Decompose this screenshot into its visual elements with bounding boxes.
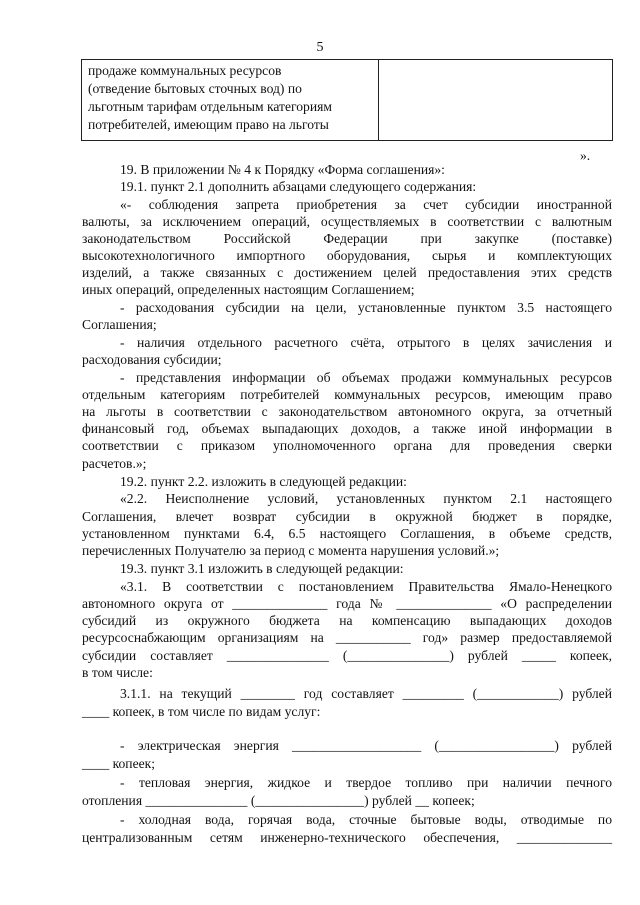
paragraph-line: Соглашения, влечет возврат субсидии в окружной бюджет в порядке, [82,509,612,524]
paragraph-line: ____ копеек; [82,756,156,771]
paragraph-line: расходования субсидии; [82,352,222,367]
paragraph-line: установленном пунктами 6.4, 6.5 настоящего Соглашения, в объеме средств, [82,526,612,541]
table-cell-line: (отведение бытовых сточных вод) по [88,81,302,96]
section-heading: 19. В приложении № 4 к Порядку «Форма соглашения»: [120,162,445,177]
paragraph-line: автономного округа от ______________ года № ______________ «О распределении [82,596,612,611]
paragraph-line: финансовый год, объемах выпадающих доходов, а также иной информации в [82,421,612,436]
paragraph-line: ресурсоснабжающим организациям на ___________ год» размер предоставляемой [82,630,612,645]
paragraph-line: отдельным категориям потребителей коммунальных ресурсов, имеющим право [82,387,612,402]
paragraph-line: централизованным сетям инженерно-технического обеспечения, ______________ [82,830,612,845]
paragraph-line: - холодная вода, горячая вода, сточные бытовые воды, отводимые по [120,812,612,827]
paragraph-line: расчетов.»; [82,456,147,471]
paragraph-line: - расходования субсидии на цели, установленные пунктом 3.5 настоящего [120,300,612,315]
paragraph-line: субсидии составляет _______________ (_______________) рублей _____ копеек, [82,648,612,663]
paragraph-line: «- соблюдения запрета приобретения за счет субсидии иностранной [120,197,612,212]
paragraph-line: ____ копеек, в том числе по видам услуг: [82,704,321,719]
table-cell-line: продаже коммунальных ресурсов [88,63,282,78]
paragraph-line: отопления _______________ (________________) рублей __ копеек; [82,793,475,808]
paragraph-line: в том числе: [82,665,153,680]
subsection-heading: 19.3. пункт 3.1 изложить в следующей редакции: [120,561,404,576]
table-row [82,60,613,141]
paragraph-line: 3.1.1. на текущий ________ год составляет _________ (____________) рублей [120,686,612,701]
paragraph-line: - наличия отдельного расчетного счёта, отрытого в целях зачисления и [120,335,612,350]
paragraph-line: - тепловая энергия, жидкое и твердое топливо при наличии печного [120,775,612,790]
paragraph-line: законодательством Российской Федерации при закупке (поставке) [82,231,612,246]
paragraph-line: субсидий из окружного бюджета на компенсацию выпадающих доходов [82,613,612,628]
subsection-heading: 19.2. пункт 2.2. изложить в следующей редакции: [120,474,407,489]
paragraph-line: перечисленных Получателю за период с момента нарушения условий.»; [82,543,500,558]
paragraph-line: Соглашения; [82,317,157,332]
page-number: 5 [316,40,324,55]
paragraph-line: валюты, за исключением операций, осуществляемых в соответствии с валютным [82,214,612,229]
table-cell-line: потребителей, имеющим право на льготы [88,117,329,132]
paragraph-line: высокотехнологичного импортного оборудования, сырья и комплектующих [82,248,612,263]
paragraph-line: «2.2. Неисполнение условий, установленных пунктом 2.1 настоящего [120,491,612,506]
table-cell-empty [379,60,613,141]
paragraph-line: на льготы в соответствии с законодательством автономного округа, за отчетный [82,404,612,419]
paragraph-line: изделий, а также связанных с достижением целей предоставления этих средств [82,265,612,280]
paragraph-line: соответствии с приказом уполномоченного органа для проведения сверки [82,438,612,453]
table-cell-description [82,60,379,141]
paragraph-line: - представления информации об объемах продажи коммунальных ресурсов [120,370,612,385]
subsection-heading: 19.1. пункт 2.1 дополнить абзацами следующего содержания: [120,179,477,194]
table-cell-line: льготным тарифам отдельным категориям [88,99,332,114]
paragraph-line: иных операций, определенных настоящим Соглашением; [82,282,415,297]
closing-quote: ». [580,148,591,163]
paragraph-line: - электрическая энергия ___________________ (_________________) рублей [120,738,612,753]
tariff-table [81,59,613,141]
paragraph-line: «3.1. В соответствии с постановлением Правительства Ямало-Ненецкого [120,579,612,594]
